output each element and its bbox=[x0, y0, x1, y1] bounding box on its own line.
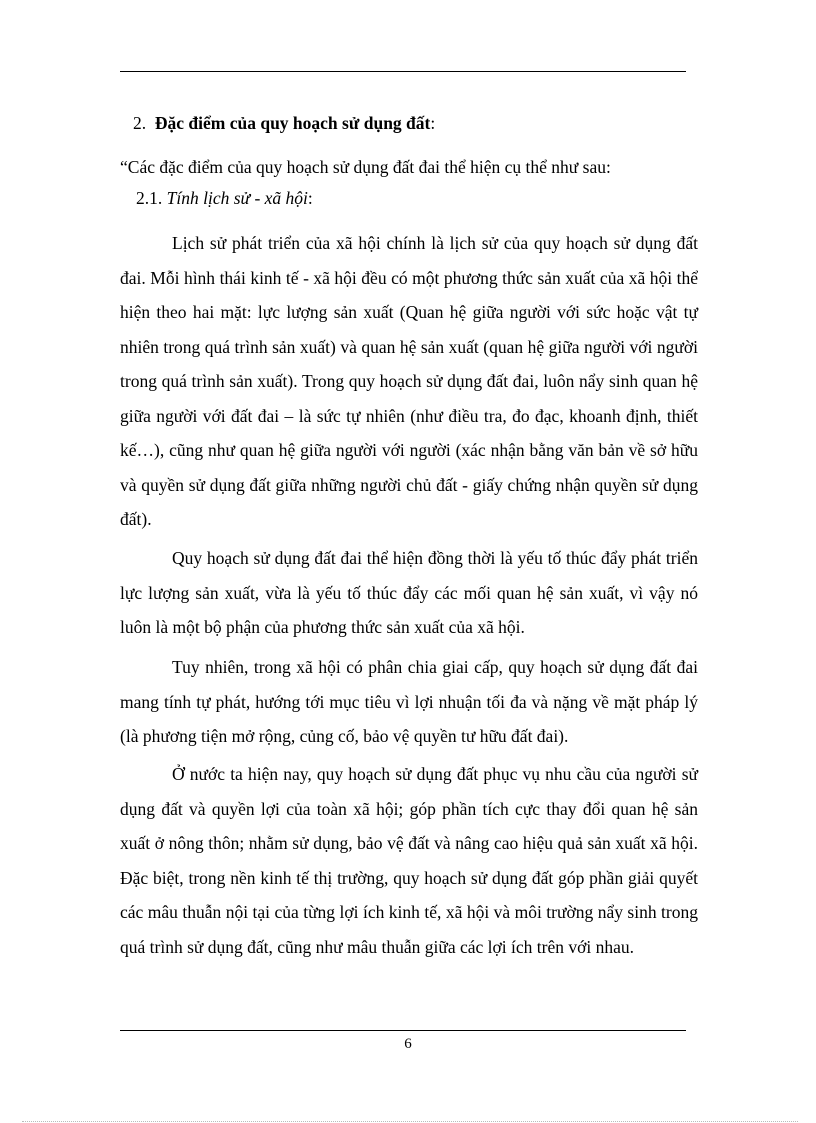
section-heading-colon: : bbox=[430, 113, 436, 133]
section-heading-number: 2. bbox=[133, 113, 147, 133]
body-paragraph: Ở nước ta hiện nay, quy hoạch sử dụng đất phục vụ nhu cầu của người sử dụng đất và quyền lợi của toàn xã hội; góp phần tích cực thay đổi quan hệ sản xuất ở nông thôn; nhằm sử dụng, bảo vệ đất và nâng cao hiệu quả sản xuất xã hội. Đặc biệt, trong nền kinh tế thị trường, quy hoạch sử dụng đất góp phần giải quyết các mâu thuẫn nội tại của từng lợi ích kinh tế, xã hội và môi trường nẩy sinh trong quá trình sử dụng đất, cũng như mâu thuẫn giữa các lợi ích trên với nhau. bbox=[120, 764, 698, 957]
page-boundary bbox=[22, 1121, 798, 1122]
subsection-heading bbox=[136, 188, 313, 209]
subsection-heading-colon: : bbox=[307, 188, 313, 208]
section-heading bbox=[133, 113, 435, 134]
section-heading-title: Đặc điểm của quy hoạch sử dụng đất bbox=[154, 113, 431, 133]
body-paragraph: Lịch sử phát triển của xã hội chính là lịch sử của quy hoạch sử dụng đất đai. Mỗi hình thái kinh tế - xã hội đều có một phương thức sản xuất của xã hội thể hiện theo hai mặt: lực lượng sản xuất (Quan hệ giữa người với sức hoặc vật tự nhiên trong quá trình sản xuất) và quan hệ sản xuất (quan hệ giữa người với người trong quá trình sản xuất). Trong quy hoạch sử dụng đất đai, luôn nẩy sinh quan hệ giữa người với đất đai – là sức tự nhiên (như điều tra, đo đạc, khoanh định, thiết kế…), cũng như quan hệ giữa người với người (xác nhận bằng văn bản về sở hữu và quyền sử dụng đất giữa những người chủ đất - giấy chứng nhận quyền sử dụng đất). bbox=[120, 233, 698, 529]
page-number: 6 bbox=[404, 1036, 412, 1052]
footer-rule bbox=[120, 1030, 686, 1031]
body-paragraph: Tuy nhiên, trong xã hội có phân chia giai cấp, quy hoạch sử dụng đất đai mang tính tự phát, hướng tới mục tiêu vì lợi nhuận tối đa và nặng về mặt pháp lý (là phương tiện mở rộng, củng cố, bảo vệ quyền tư hữu đất đai). bbox=[120, 657, 698, 746]
section-intro: “Các đặc điểm của quy hoạch sử dụng đất đai thể hiện cụ thể như sau: bbox=[120, 157, 611, 177]
subsection-heading-title: Tính lịch sử - xã hội bbox=[166, 188, 308, 208]
header-rule bbox=[120, 71, 686, 72]
body-paragraph: Quy hoạch sử dụng đất đai thể hiện đồng thời là yếu tố thúc đẩy phát triển lực lượng sản xuất, vừa là yếu tố thúc đẩy các mối quan hệ sản xuất, vì vậy nó luôn là một bộ phận của phương thức sản xuất của xã hội. bbox=[120, 548, 698, 637]
subsection-heading-number: 2.1. bbox=[136, 188, 163, 208]
